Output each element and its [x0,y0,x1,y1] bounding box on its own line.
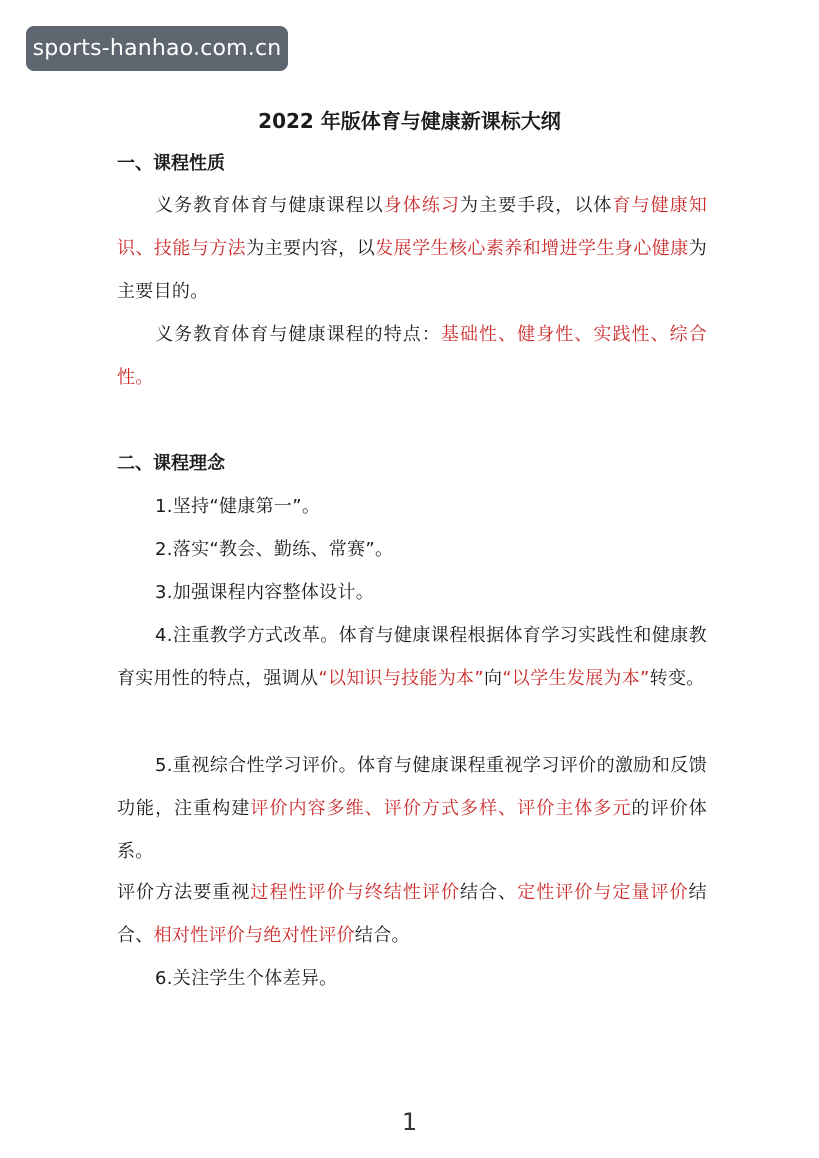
body-text: 为主要目的。 [117,238,707,302]
body-text: 结合、 [460,882,518,903]
body-text: 向 [483,668,503,689]
paragraph [117,184,707,313]
emphasis-text: 相对性评价与绝对性评价 [153,925,355,946]
list-item [117,528,707,571]
emphasis-text: 定性评价与定量评价 [517,882,689,903]
body-text: 转变。 [649,668,705,689]
body-text: 义务教育体育与健康课程的特点： [155,324,441,345]
paragraph [117,313,707,399]
body-text: 为主要手段，以体 [459,195,613,216]
body-text: 4.注重教学方式改革。体育与健康课程根据体育学习实践性和健康教育实用性的特点，强调从 [117,625,707,689]
body-text: 为主要内容，以 [246,238,376,259]
body-text: 结合、 [117,882,707,946]
body-text: 评价方法要重视 [117,882,251,903]
emphasis-text: 身体练习 [383,195,460,216]
body-text: 的评价体系。 [117,798,707,862]
body-text: 6.关注学生个体差异。 [155,968,338,989]
list-item [117,957,707,1000]
list-item [117,744,707,873]
watermark-badge: sports-hanhao.com.cn [26,26,288,71]
paragraph [117,871,707,957]
list-item [117,614,707,700]
emphasis-text: 评价内容多维、评价方式多样、评价主体多元 [250,798,632,819]
emphasis-text: 育与健康知识、技能与方法 [117,195,708,259]
body-text: 5.重视综合性学习评价。体育与健康课程重视学习评价的激励和反馈功能，注重构建 [117,755,707,819]
emphasis-text: 过程性评价与终结性评价 [250,882,460,903]
emphasis-text: 基础性、健身性、实践性、综合性。 [117,324,708,388]
body-text: 1.坚持“健康第一”。 [155,496,321,517]
body-text: 2.落实“教会、勤练、常赛”。 [155,539,394,560]
list-item [117,571,707,614]
section-heading-course-nature: 一、课程性质 [117,153,225,174]
body-text: 3.加强课程内容整体设计。 [155,582,375,603]
document-title: 2022 年版体育与健康新课标大纲 [258,109,561,133]
page-number: 1 [401,1108,418,1136]
body-text: 结合。 [354,925,410,946]
emphasis-text: “以学生发展为本” [502,668,650,689]
emphasis-text: “以知识与技能为本” [318,668,484,689]
list-item [117,485,707,528]
emphasis-text: 发展学生核心素养和增进学生身心健康 [375,238,689,259]
section-heading-course-philosophy: 二、课程理念 [117,453,225,474]
body-text: 义务教育体育与健康课程以 [155,195,384,216]
